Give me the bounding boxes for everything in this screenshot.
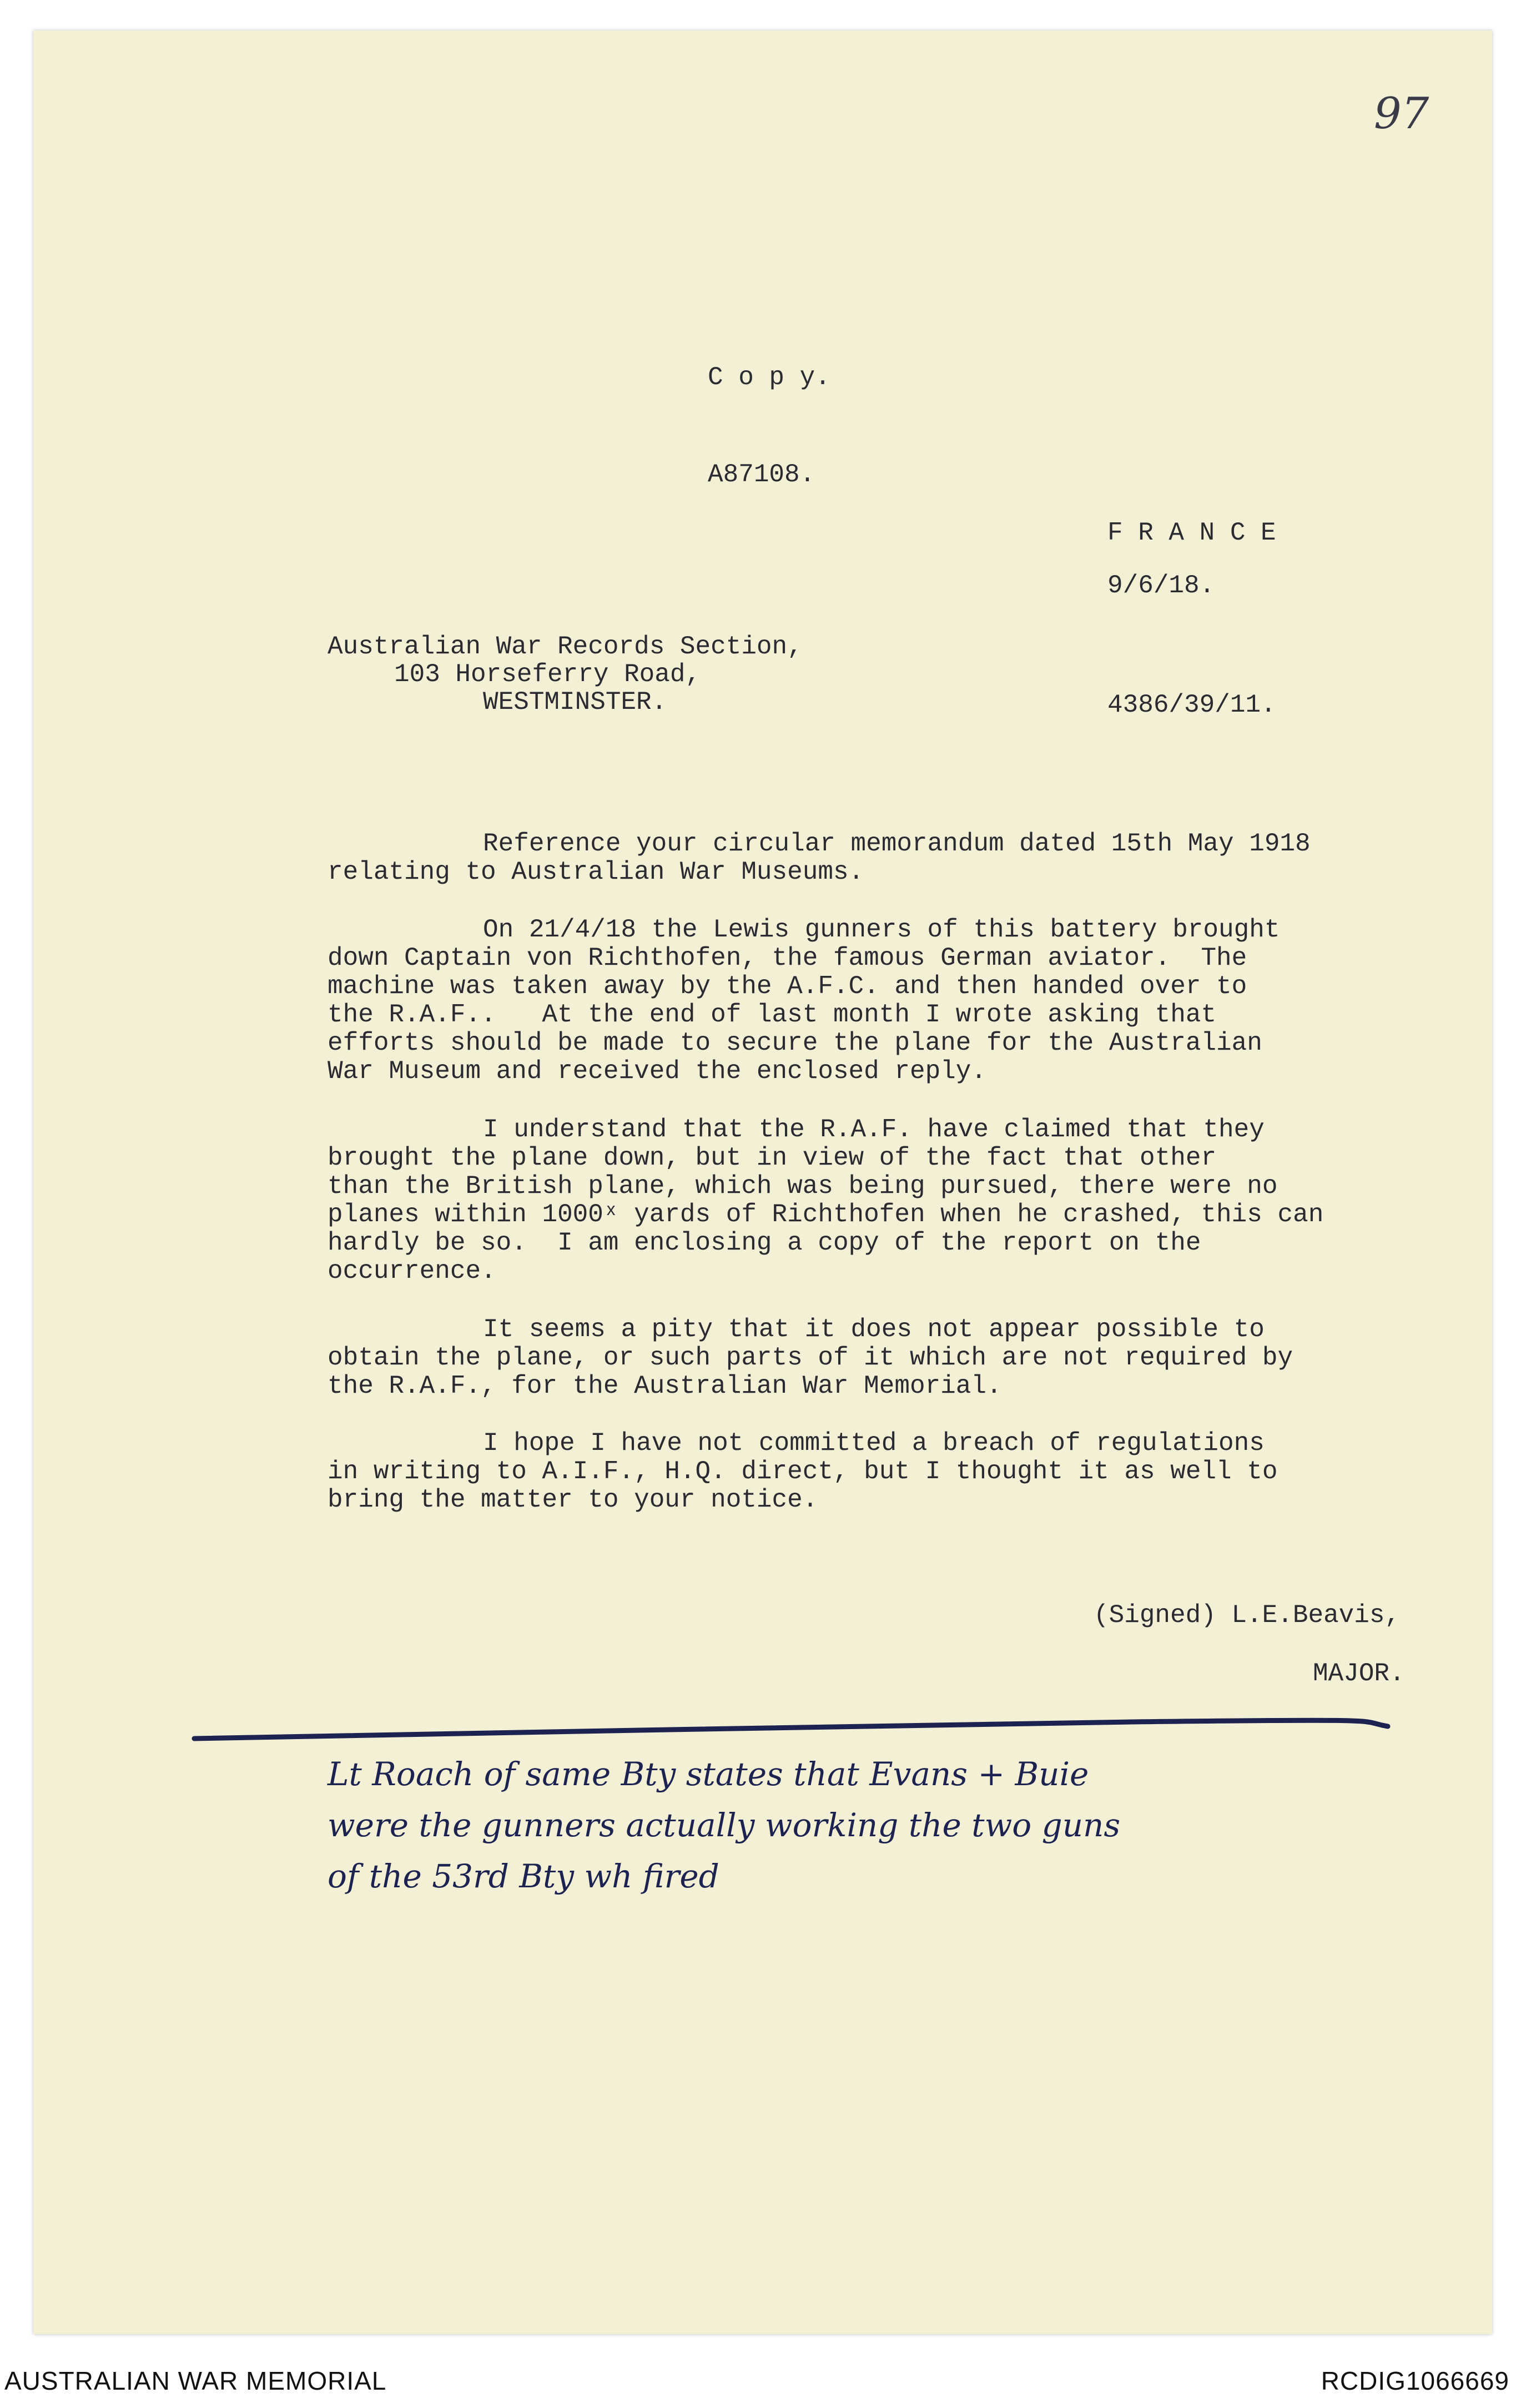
paragraph-line: relating to Australian War Museums. bbox=[328, 858, 864, 886]
paragraph-line: I hope I have not committed a breach of regulations bbox=[483, 1429, 1265, 1458]
paragraph-line: Reference your circular memorandum dated 15th May 1918 bbox=[483, 829, 1311, 858]
paragraph-5 bbox=[328, 1429, 1493, 1514]
handwritten-line: Lt Roach of same Bty states that Evans + Buie bbox=[328, 1755, 1089, 1793]
copy-label: C o p y. bbox=[708, 363, 830, 392]
paragraph-line: obtain the plane, or such parts of it which are not required by bbox=[328, 1343, 1293, 1372]
paragraph-3 bbox=[328, 1116, 1493, 1286]
paragraph-1 bbox=[328, 830, 1493, 886]
signature-rank: MAJOR. bbox=[1313, 1659, 1405, 1688]
footer-institution: AUSTRALIAN WAR MEMORIAL bbox=[4, 2366, 387, 2395]
paragraph-line: brought the plane down, but in view of the fact that other bbox=[328, 1143, 1217, 1172]
paragraph-line: War Museum and received the enclosed reply. bbox=[328, 1057, 986, 1086]
paragraph-line: occurrence. bbox=[328, 1257, 496, 1286]
letter-date: 9/6/18. bbox=[1107, 571, 1215, 600]
footer-record-id: RCDIG1066669 bbox=[1321, 2366, 1509, 2395]
addressee-line-3: WESTMINSTER. bbox=[483, 688, 667, 717]
paragraph-line: the R.A.F., for the Australian War Memorial. bbox=[328, 1372, 1002, 1401]
handwritten-note bbox=[328, 1749, 1410, 1902]
paragraph-line: planes within 1000ˣ yards of Richthofen when he crashed, this can bbox=[328, 1200, 1324, 1229]
paragraph-line: in writing to A.I.F., H.Q. direct, but I thought it as well to bbox=[328, 1457, 1278, 1486]
paragraph-line: I understand that the R.A.F. have claimed that they bbox=[483, 1115, 1265, 1144]
paragraph-line: bring the matter to your notice. bbox=[328, 1485, 818, 1514]
signed-line: (Signed) L.E.Beavis, bbox=[1094, 1601, 1401, 1630]
handwritten-line: were the gunners actually working the two guns bbox=[328, 1806, 1121, 1844]
paragraph-line: the R.A.F.. At the end of last month I wrote asking that bbox=[328, 1000, 1217, 1029]
paragraph-2 bbox=[328, 916, 1493, 1086]
addressee-line-1: Australian War Records Section, bbox=[328, 632, 803, 661]
file-reference: 4386/39/11. bbox=[1107, 691, 1276, 719]
paragraph-line: hardly be so. I am enclosing a copy of the report on the bbox=[328, 1228, 1201, 1257]
paragraph-line: down Captain von Richthofen, the famous German aviator. The bbox=[328, 944, 1247, 973]
addressee-line-2: 103 Horseferry Road, bbox=[394, 660, 701, 689]
paragraph-4 bbox=[328, 1316, 1493, 1401]
handwritten-line: of the 53rd Bty wh fired bbox=[328, 1857, 719, 1895]
paragraph-line: efforts should be made to secure the plane for the Australian bbox=[328, 1029, 1262, 1057]
folio-number: 97 bbox=[1374, 89, 1429, 139]
place-heading: F R A N C E bbox=[1107, 518, 1276, 547]
paragraph-line: than the British plane, which was being pursued, there were no bbox=[328, 1172, 1278, 1201]
paragraph-line: It seems a pity that it does not appear possible to bbox=[483, 1315, 1265, 1344]
reference-number: A87108. bbox=[708, 460, 815, 489]
paragraph-line: On 21/4/18 the Lewis gunners of this battery brought bbox=[483, 915, 1280, 944]
paragraph-line: machine was taken away by the A.F.C. and then handed over to bbox=[328, 972, 1247, 1001]
ink-rule-line bbox=[189, 1710, 1399, 1749]
